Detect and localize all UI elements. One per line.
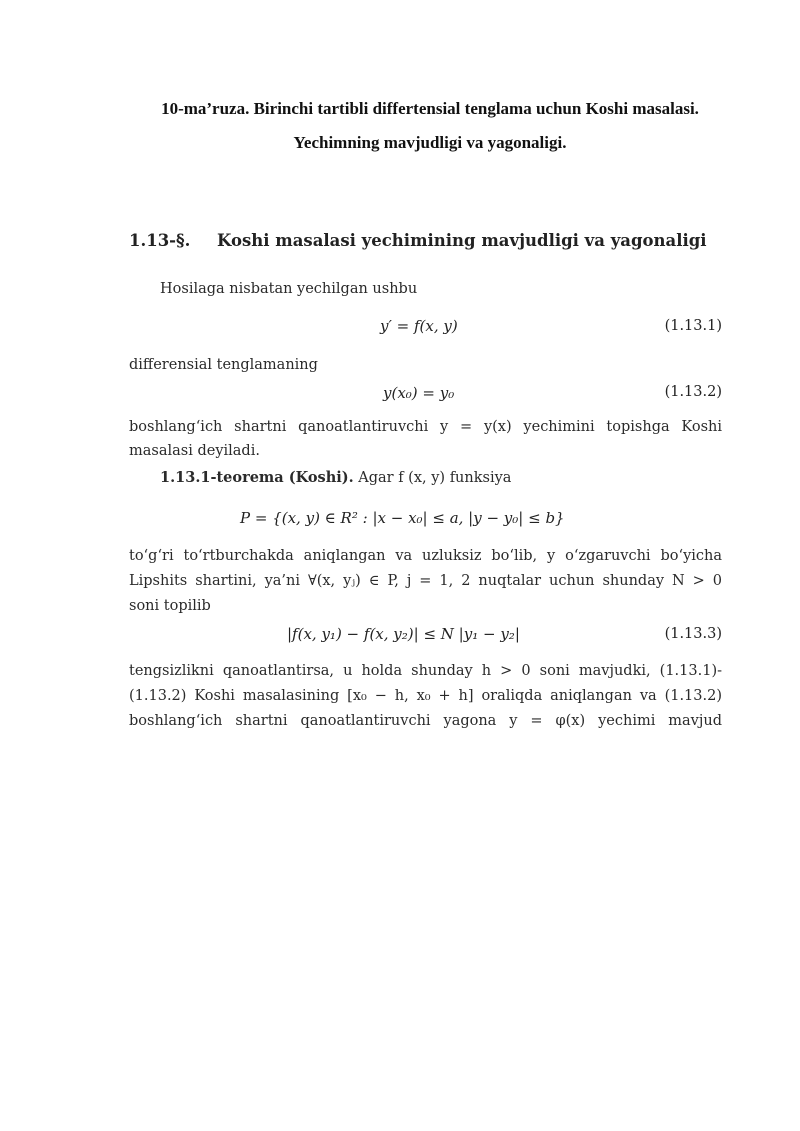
paragraph-5-line3: boshlang‘ich shartni qanoatlantiruvchi yagona y = φ(x) yechimi mavjud: [129, 713, 722, 729]
equation-1: y′ = f(x, y): [380, 317, 458, 335]
theorem-text: Agar f (x, y) funksiya: [353, 470, 512, 486]
equation-P: P = {(x, y) ∈ R² : |x − x₀| ≤ a, |y − y₀| ≤ b}: [240, 509, 565, 527]
paragraph-5-line2: (1.13.2) Koshi masalasining [x₀ − h, x₀ + h] oraliqda aniqlangan va (1.13.2): [129, 688, 722, 704]
paragraph-4-line3: soni topilib: [129, 598, 211, 614]
paragraph-4-line2: Lipshits shartini, ya’ni ∀(x, yⱼ) ∈ P, j = 1, 2 nuqtalar uchun shunday N > 0: [129, 573, 722, 589]
equation-2-number: (1.13.2): [664, 384, 722, 400]
lecture-title-line1: 10-ma’ruza. Birinchi tartibli differtensial tenglama uchun Koshi masalasi.: [161, 99, 699, 118]
paragraph-5-line1: tengsizlikni qanoatlantirsa, u holda shunday h > 0 soni mavjudki, (1.13.1)-: [129, 663, 722, 679]
paragraph-3-line1: boshlang‘ich shartni qanoatlantiruvchi y = y(x) yechimini topishga Koshi: [129, 419, 722, 435]
equation-3-number: (1.13.3): [664, 626, 722, 642]
equation-1-number: (1.13.1): [664, 318, 722, 334]
theorem-label: 1.13.1-teorema (Koshi).: [160, 469, 354, 486]
paragraph-4-line1: to‘g‘ri to‘rtburchakda aniqlangan va uzluksiz bo‘lib, y o‘zgaruvchi bo‘yicha: [129, 548, 722, 564]
paragraph-1: Hosilaga nisbatan yechilgan ushbu: [160, 281, 418, 297]
section-number: 1.13-§.: [129, 231, 191, 250]
paragraph-2: differensial tenglamaning: [129, 357, 318, 373]
section-title: Koshi masalasi yechimining mavjudligi va yagonaligi: [217, 231, 707, 250]
equation-3: |f(x, y₁) − f(x, y₂)| ≤ N |y₁ − y₂|: [287, 625, 520, 643]
paragraph-3-line2: masalasi deyiladi.: [129, 443, 260, 459]
equation-2: y(x₀) = y₀: [383, 384, 455, 402]
section-heading: [129, 231, 707, 250]
theorem-line: [160, 469, 511, 486]
lecture-title-line2: Yechimning mavjudligi va yagonaligi.: [293, 133, 567, 152]
